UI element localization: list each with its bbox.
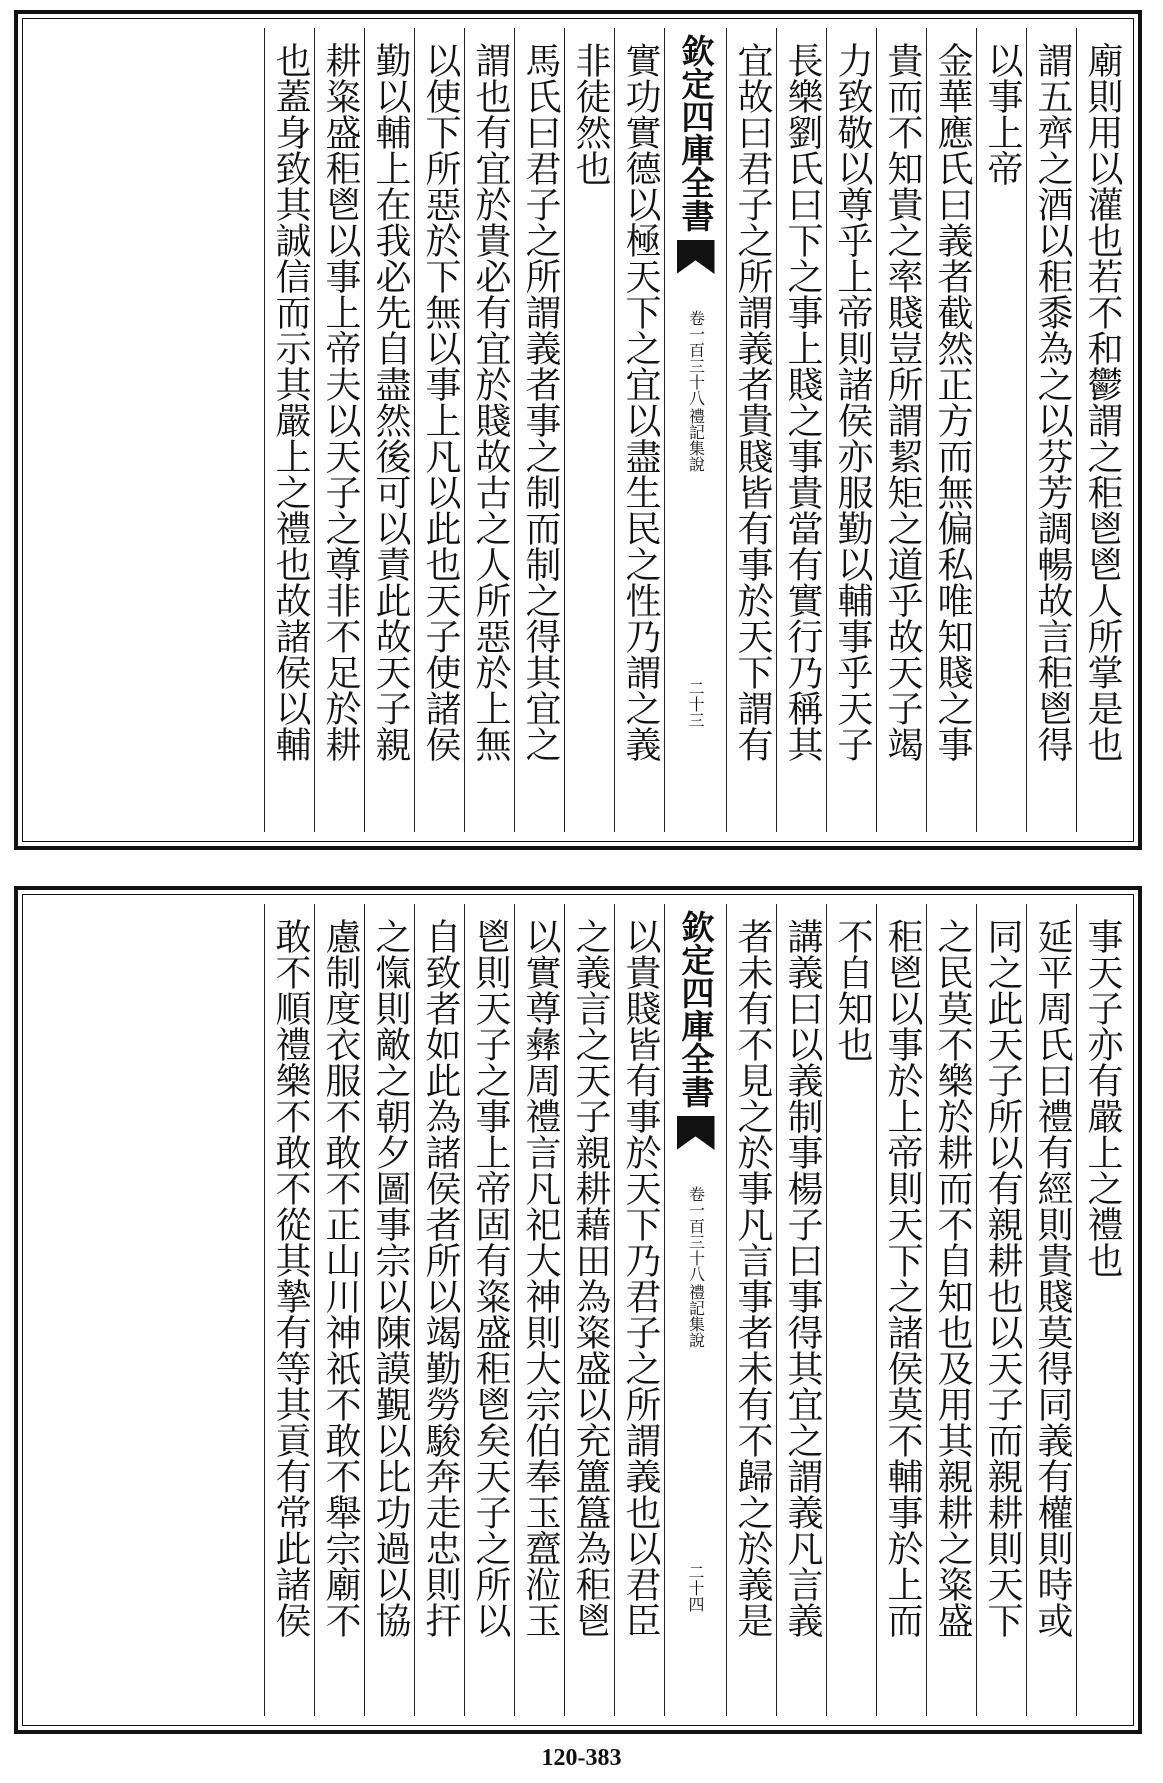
text-column (564, 904, 614, 1716)
text-column (464, 904, 514, 1716)
text-column (826, 28, 876, 832)
text-column (264, 28, 314, 832)
column-text: 慮制度衣服不敢不正山川神祇不敢不舉宗廟不 (320, 918, 361, 1638)
column-text: 長樂劉氏曰下之事上賤之事貴當有實行乃稱其 (782, 42, 823, 762)
column-text: 以實尊彝周禮言凡祀大神則大宗伯奉玉齍涖玉 (520, 918, 561, 1638)
column-text: 之愾則敵之朝夕圖事宗以陳謨覲以比功過以協 (370, 918, 411, 1638)
book-title: 欽定四庫全書 (676, 34, 716, 232)
text-column (926, 28, 976, 832)
text-column (926, 904, 976, 1716)
volume-info (687, 310, 705, 472)
column-text: 同之此天子所以有親耕也以天子而親耕則天下 (982, 918, 1023, 1638)
column-text: 實功實德以極天下之宜以盡生民之性乃謂之義 (620, 42, 661, 762)
text-column (1076, 28, 1126, 832)
text-column (876, 28, 926, 832)
column-text: 非徒然也 (570, 42, 611, 186)
column-text: 金華應氏曰義者截然正方而無偏私唯知賤之事 (932, 42, 973, 762)
column-text: 馬氏曰君子之所謂義者事之制而制之得其宜之 (520, 42, 561, 762)
text-column (364, 28, 414, 832)
center-fold (664, 904, 726, 1716)
column-text: 之民莫不樂於耕而不自知也及用其親耕之粢盛 (932, 918, 973, 1638)
column-text: 宜故曰君子之所謂義者貴賤皆有事於天下謂有 (732, 42, 773, 762)
text-column (514, 28, 564, 832)
text-column (314, 904, 364, 1716)
leaf-number: 二十四 (686, 1564, 705, 1612)
text-column (1076, 904, 1126, 1716)
text-column (514, 904, 564, 1716)
text-column (314, 28, 364, 832)
volume-number: 卷一百三十八 (686, 1186, 706, 1282)
center-fold (664, 28, 726, 832)
column-text: 不自知也 (832, 918, 873, 1062)
column-text: 貴而不知貴之率賤豈所謂絜矩之道乎故天子竭 (882, 42, 923, 762)
text-column (726, 904, 776, 1716)
text-column (776, 28, 826, 832)
fish-tail-mark-icon (677, 1116, 715, 1150)
book-name: 禮記集說 (686, 1284, 706, 1348)
text-column (726, 28, 776, 832)
column-text: 謂也有宜於貴必有宜於賤故古之人所惡於上無 (470, 42, 511, 762)
column-text: 自致者如此為諸侯者所以竭勤勞駿奔走忠則扞 (420, 918, 461, 1638)
text-column (1026, 28, 1076, 832)
column-text: 謂五齊之酒以秬黍為之以芬芳調暢故言秬鬯得 (1032, 42, 1073, 762)
text-column (464, 28, 514, 832)
text-column (414, 904, 464, 1716)
column-text: 之義言之天子親耕藉田為粢盛以充簠簋為秬鬯 (570, 918, 611, 1638)
volume-number: 卷一百三十八 (686, 310, 706, 406)
column-text: 延平周氏曰禮有經則貴賤莫得同義有權則時或 (1032, 918, 1073, 1638)
fish-tail-mark-icon (677, 240, 715, 274)
book-name: 禮記集說 (686, 408, 706, 472)
text-column (976, 904, 1026, 1716)
text-column (776, 904, 826, 1716)
text-column (1026, 904, 1076, 1716)
text-column (364, 904, 414, 1716)
text-column (876, 904, 926, 1716)
column-text: 以使下所惡於下無以事上凡以此也天子使諸侯 (420, 42, 461, 762)
column-text: 以貴賤皆有事於天下乃君子之所謂義也以君臣 (620, 918, 661, 1638)
text-column (264, 904, 314, 1716)
column-text: 事天子亦有嚴上之禮也 (1082, 918, 1123, 1278)
page-number: 120-383 (541, 1745, 622, 1771)
page-top (14, 10, 1142, 850)
text-column (614, 904, 664, 1716)
column-text: 敢不順禮樂不敢不從其摯有等其貢有常此諸侯 (270, 918, 311, 1638)
column-text: 勤以輔上在我必先自盡然後可以責此故天子親 (370, 42, 411, 762)
column-text: 力致敬以尊乎上帝則諸侯亦服勤以輔事乎天子 (832, 42, 873, 762)
text-columns-bottom (30, 904, 1126, 1716)
column-text: 鬯則天子之事上帝固有粢盛秬鬯矣天子之所以 (470, 918, 511, 1638)
column-text: 耕粢盛秬鬯以事上帝夫以天子之尊非不足於耕 (320, 42, 361, 762)
volume-info (687, 1186, 705, 1348)
column-text: 也蓋身致其誠信而示其嚴上之禮也故諸侯以輔 (270, 42, 311, 762)
column-text: 秬鬯以事於上帝則天下之諸侯莫不輔事於上而 (882, 918, 923, 1638)
leaf-number: 二十三 (686, 680, 705, 728)
text-columns-top (30, 28, 1126, 832)
text-column (564, 28, 614, 832)
book-title: 欽定四庫全書 (676, 910, 716, 1108)
text-column (976, 28, 1026, 832)
column-text: 廟則用以灌也若不和鬱謂之秬鬯鬯人所掌是也 (1082, 42, 1123, 762)
page-bottom (14, 886, 1142, 1734)
column-text: 講義曰以義制事楊子曰事得其宜之謂義凡言義 (782, 918, 823, 1638)
column-text: 者未有不見之於事凡言事者未有不歸之於義是 (732, 918, 773, 1638)
text-column (614, 28, 664, 832)
text-column (414, 28, 464, 832)
text-column (826, 904, 876, 1716)
column-text: 以事上帝 (982, 42, 1023, 186)
